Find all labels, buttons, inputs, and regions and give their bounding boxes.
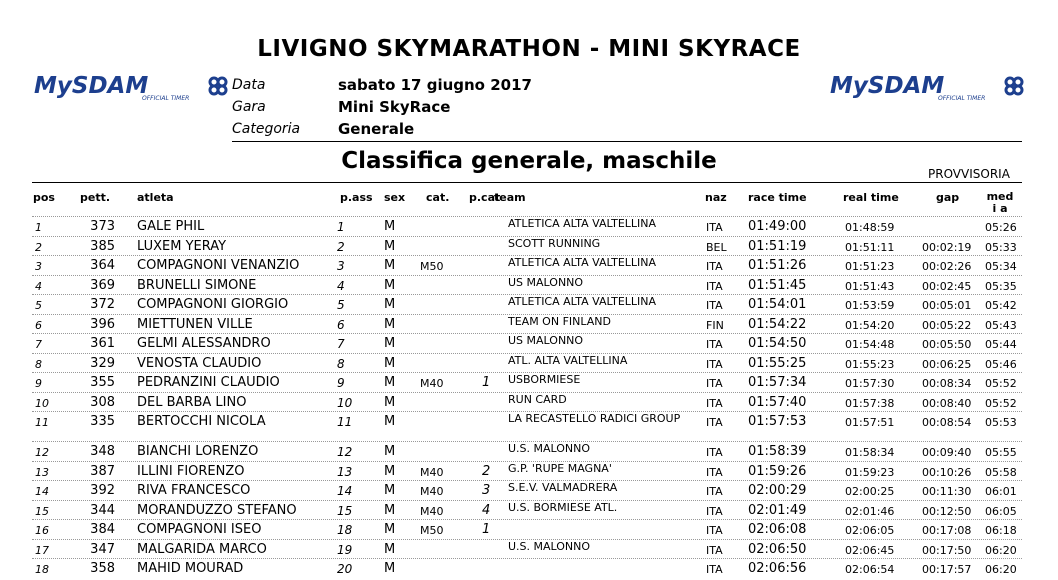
row-real-time: 01:57:30	[845, 377, 895, 390]
row-gap: 00:06:25	[922, 358, 972, 371]
row-pace: 05:34	[985, 260, 1017, 273]
row-athlete: BERTOCCHI NICOLA	[137, 414, 266, 429]
row-bib: 355	[90, 375, 115, 390]
row-athlete: MIETTUNEN VILLE	[137, 317, 253, 332]
row-pace: 05:52	[985, 397, 1017, 410]
row-overall-position: 3	[337, 259, 345, 273]
row-pace: 05:43	[985, 319, 1017, 332]
meta-label: Data	[232, 77, 266, 93]
row-real-time: 01:48:59	[845, 221, 895, 234]
row-pace: 05:58	[985, 466, 1017, 479]
row-team: U.S. BORMIESE ATL.	[508, 501, 618, 514]
row-bib: 308	[90, 395, 115, 410]
row-sex: M	[384, 278, 396, 293]
row-athlete: COMPAGNONI GIORGIO	[137, 297, 289, 312]
race-meta	[232, 74, 532, 140]
row-category-position: 4	[482, 503, 491, 518]
row-overall-position: 7	[337, 337, 345, 351]
row-position: 10	[35, 397, 49, 410]
row-sex: M	[384, 483, 396, 498]
row-athlete: VENOSTA CLAUDIO	[137, 356, 262, 371]
row-gap: 00:17:08	[922, 524, 972, 537]
row-race-time: 02:01:49	[748, 503, 807, 518]
row-pace: 05:44	[985, 338, 1017, 351]
row-race-time: 01:49:00	[748, 219, 807, 234]
logo-subtext: OFFICIAL TIMER	[142, 95, 190, 102]
meta-row-race	[232, 96, 532, 118]
col-pos: pos	[33, 191, 55, 204]
mysdam-logo-right	[828, 72, 1028, 102]
row-nation: ITA	[706, 524, 723, 537]
row-nation: ITA	[706, 397, 723, 410]
row-position: 9	[35, 377, 42, 390]
row-pace: 05:35	[985, 280, 1017, 293]
row-real-time: 01:53:59	[845, 299, 895, 312]
row-athlete: MALGARIDA MARCO	[137, 542, 267, 557]
row-nation: ITA	[706, 544, 723, 557]
row-real-time: 01:54:48	[845, 338, 895, 351]
row-real-time: 01:59:23	[845, 466, 895, 479]
row-category-position: 2	[482, 464, 491, 479]
row-gap: 00:05:22	[922, 319, 972, 332]
row-team: LA RECASTELLO RADICI GROUP	[508, 412, 681, 425]
row-overall-position: 10	[337, 396, 353, 410]
row-real-time: 01:55:23	[845, 358, 895, 371]
row-sex: M	[384, 464, 396, 479]
row-position: 15	[35, 505, 49, 518]
row-athlete: RIVA FRANCESCO	[137, 483, 251, 498]
page-title: LIVIGNO SKYMARATHON - MINI SKYRACE	[257, 36, 801, 62]
row-bib: 369	[90, 278, 115, 293]
meta-row-date	[232, 74, 532, 96]
row-race-time: 02:06:56	[748, 561, 807, 576]
row-race-time: 01:54:50	[748, 336, 807, 351]
row-pace: 05:52	[985, 377, 1017, 390]
row-bib: 387	[90, 464, 115, 479]
logo-subtext: OFFICIAL TIMER	[938, 95, 986, 102]
row-overall-position: 13	[337, 465, 353, 479]
row-position: 7	[35, 338, 42, 351]
row-pace: 05:53	[985, 416, 1017, 429]
row-race-time: 01:57:53	[748, 414, 807, 429]
row-real-time: 01:57:38	[845, 397, 895, 410]
row-team: RUN CARD	[508, 393, 567, 406]
row-overall-position: 11	[337, 415, 353, 429]
row-sex: M	[384, 522, 396, 537]
row-position: 13	[35, 466, 49, 479]
row-gap: 00:08:40	[922, 397, 972, 410]
row-sex: M	[384, 297, 396, 312]
row-real-time: 02:00:25	[845, 485, 895, 498]
row-real-time: 01:51:11	[845, 241, 895, 254]
meta-value: sabato 17 giugno 2017	[338, 76, 532, 94]
col-media: medi a	[986, 190, 1014, 215]
row-pace: 05:55	[985, 446, 1017, 459]
row-gap: 00:05:01	[922, 299, 972, 312]
row-position: 8	[35, 358, 42, 371]
row-real-time: 01:57:51	[845, 416, 895, 429]
row-athlete: COMPAGNONI VENANZIO	[137, 258, 300, 273]
row-athlete: BRUNELLI SIMONE	[137, 278, 257, 293]
col-pcat: p.cat	[469, 191, 501, 204]
row-sex: M	[384, 239, 396, 254]
row-category: M40	[420, 485, 444, 498]
row-pace: 05:46	[985, 358, 1017, 371]
row-gap: 00:10:26	[922, 466, 972, 479]
row-real-time: 01:54:20	[845, 319, 895, 332]
row-category-position: 1	[482, 375, 491, 390]
row-nation: ITA	[706, 377, 723, 390]
divider	[232, 141, 1022, 142]
row-category-position: 1	[482, 522, 491, 537]
row-gap: 00:02:26	[922, 260, 972, 273]
row-category: M40	[420, 505, 444, 518]
row-real-time: 02:01:46	[845, 505, 895, 518]
row-sex: M	[384, 258, 396, 273]
row-position: 1	[35, 221, 42, 234]
row-real-time: 01:58:34	[845, 446, 895, 459]
row-athlete: LUXEM YERAY	[137, 239, 227, 254]
row-bib: 335	[90, 414, 115, 429]
row-team: ATLETICA ALTA VALTELLINA	[508, 217, 657, 230]
col-pass: p.ass	[340, 191, 373, 204]
row-gap: 00:05:50	[922, 338, 972, 351]
row-bib: 396	[90, 317, 115, 332]
row-overall-position: 4	[337, 279, 345, 293]
col-atleta: atleta	[137, 191, 174, 204]
col-team: team	[494, 191, 526, 204]
col-real-time: real time	[843, 191, 899, 204]
row-nation: ITA	[706, 338, 723, 351]
row-athlete: GELMI ALESSANDRO	[137, 336, 271, 351]
row-nation: ITA	[706, 466, 723, 479]
row-overall-position: 19	[337, 543, 353, 557]
row-overall-position: 6	[337, 318, 345, 332]
row-race-time: 01:51:19	[748, 239, 807, 254]
row-position: 6	[35, 319, 42, 332]
mysdam-logo-left	[32, 72, 232, 102]
row-bib: 385	[90, 239, 115, 254]
row-overall-position: 1	[337, 220, 345, 234]
row-gap: 00:17:57	[922, 563, 972, 576]
row-race-time: 01:51:26	[748, 258, 807, 273]
row-nation: BEL	[706, 241, 727, 254]
row-team: S.E.V. VALMADRERA	[508, 481, 618, 494]
row-nation: FIN	[706, 319, 724, 332]
row-category: M40	[420, 466, 444, 479]
row-position: 14	[35, 485, 49, 498]
row-gap: 00:08:54	[922, 416, 972, 429]
row-position: 12	[35, 446, 49, 459]
row-race-time: 01:58:39	[748, 444, 807, 459]
row-gap: 00:11:30	[922, 485, 972, 498]
row-position: 2	[35, 241, 42, 254]
row-position: 5	[35, 299, 42, 312]
row-athlete: MAHID MOURAD	[137, 561, 244, 576]
row-sex: M	[384, 414, 396, 429]
meta-label: Categoria	[232, 121, 301, 137]
row-race-time: 02:06:08	[748, 522, 807, 537]
row-race-time: 02:00:29	[748, 483, 807, 498]
row-real-time: 02:06:45	[845, 544, 895, 557]
row-gap: 00:02:19	[922, 241, 972, 254]
col-race-time: race time	[748, 191, 807, 204]
col-cat: cat.	[426, 191, 450, 204]
row-real-time: 01:51:23	[845, 260, 895, 273]
row-sex: M	[384, 503, 396, 518]
row-bib: 358	[90, 561, 115, 576]
row-separator	[32, 519, 1022, 520]
row-bib: 373	[90, 219, 115, 234]
row-race-time: 01:51:45	[748, 278, 807, 293]
row-pace: 06:05	[985, 505, 1017, 518]
row-overall-position: 15	[337, 504, 353, 518]
row-athlete: ILLINI FIORENZO	[137, 464, 245, 479]
row-nation: ITA	[706, 416, 723, 429]
row-sex: M	[384, 444, 396, 459]
row-nation: ITA	[706, 260, 723, 273]
row-athlete: BIANCHI LORENZO	[137, 444, 259, 459]
row-team: TEAM ON FINLAND	[508, 315, 611, 328]
row-team: U.S. MALONNO	[508, 442, 591, 455]
row-overall-position: 14	[337, 484, 353, 498]
row-pace: 05:33	[985, 241, 1017, 254]
row-pace: 06:20	[985, 544, 1017, 557]
meta-value: Generale	[338, 120, 415, 138]
row-sex: M	[384, 356, 396, 371]
row-pace: 06:18	[985, 524, 1017, 537]
row-bib: 347	[90, 542, 115, 557]
row-bib: 384	[90, 522, 115, 537]
row-sex: M	[384, 336, 396, 351]
row-nation: ITA	[706, 446, 723, 459]
row-gap: 00:02:45	[922, 280, 972, 293]
row-overall-position: 5	[337, 298, 345, 312]
row-race-time: 01:54:01	[748, 297, 807, 312]
row-team: SCOTT RUNNING	[508, 237, 601, 250]
row-team: U.S. MALONNO	[508, 540, 591, 553]
row-category: M40	[420, 377, 444, 390]
meta-value: Mini SkyRace	[338, 98, 451, 116]
row-athlete: PEDRANZINI CLAUDIO	[137, 375, 280, 390]
row-bib: 392	[90, 483, 115, 498]
row-race-time: 01:57:34	[748, 375, 807, 390]
row-separator	[32, 558, 1022, 559]
row-team: US MALONNO	[508, 334, 584, 347]
row-nation: ITA	[706, 221, 723, 234]
row-nation: ITA	[706, 505, 723, 518]
ranking-title: Classifica generale, maschile	[341, 148, 717, 174]
row-overall-position: 20	[337, 562, 353, 576]
row-position: 18	[35, 563, 49, 576]
row-team: ATLETICA ALTA VALTELLINA	[508, 256, 657, 269]
row-athlete: DEL BARBA LINO	[137, 395, 247, 410]
row-nation: ITA	[706, 299, 723, 312]
col-sex: sex	[384, 191, 406, 204]
row-sex: M	[384, 395, 396, 410]
row-nation: ITA	[706, 485, 723, 498]
row-nation: ITA	[706, 563, 723, 576]
row-position: 16	[35, 524, 49, 537]
row-category-position: 3	[482, 483, 491, 498]
row-race-time: 01:54:22	[748, 317, 807, 332]
meta-label: Gara	[232, 99, 266, 115]
row-sex: M	[384, 317, 396, 332]
row-bib: 361	[90, 336, 115, 351]
row-bib: 344	[90, 503, 115, 518]
row-sex: M	[384, 219, 396, 234]
row-sex: M	[384, 542, 396, 557]
row-real-time: 01:51:43	[845, 280, 895, 293]
row-bib: 348	[90, 444, 115, 459]
row-pace: 05:26	[985, 221, 1017, 234]
row-nation: ITA	[706, 358, 723, 371]
row-overall-position: 18	[337, 523, 353, 537]
row-athlete: MORANDUZZO STEFANO	[137, 503, 297, 518]
logo-text: MySDAM	[34, 73, 149, 99]
row-gap: 00:17:50	[922, 544, 972, 557]
meta-row-category	[232, 118, 532, 140]
row-race-time: 01:57:40	[748, 395, 807, 410]
row-category: M50	[420, 260, 444, 273]
col-gap: gap	[936, 191, 960, 204]
col-pett: pett.	[80, 191, 111, 204]
row-position: 11	[35, 416, 49, 429]
row-position: 4	[35, 280, 42, 293]
row-race-time: 01:59:26	[748, 464, 807, 479]
row-overall-position: 12	[337, 445, 353, 459]
row-gap: 00:12:50	[922, 505, 972, 518]
logo-text: MySDAM	[830, 73, 945, 99]
row-nation: ITA	[706, 280, 723, 293]
row-sex: M	[384, 375, 396, 390]
row-team: US MALONNO	[508, 276, 584, 289]
row-real-time: 02:06:05	[845, 524, 895, 537]
row-team: ATL. ALTA VALTELLINA	[508, 354, 628, 367]
row-pace: 05:42	[985, 299, 1017, 312]
col-naz: naz	[705, 191, 727, 204]
row-bib: 364	[90, 258, 115, 273]
status-label: PROVVISORIA	[928, 167, 1010, 181]
row-team: USBORMIESE	[508, 373, 581, 386]
row-pace: 06:01	[985, 485, 1017, 498]
row-position: 3	[35, 260, 42, 273]
row-athlete: COMPAGNONI ISEO	[137, 522, 262, 537]
row-position: 17	[35, 544, 49, 557]
row-real-time: 02:06:54	[845, 563, 895, 576]
row-overall-position: 8	[337, 357, 345, 371]
row-pace: 06:20	[985, 563, 1017, 576]
row-bib: 372	[90, 297, 115, 312]
row-overall-position: 9	[337, 376, 345, 390]
row-team: G.P. 'RUPE MAGNA'	[508, 462, 612, 475]
row-bib: 329	[90, 356, 115, 371]
row-sex: M	[384, 561, 396, 576]
row-gap: 00:09:40	[922, 446, 972, 459]
row-overall-position: 2	[337, 240, 345, 254]
row-gap: 00:08:34	[922, 377, 972, 390]
row-team: ATLETICA ALTA VALTELLINA	[508, 295, 657, 308]
row-athlete: GALE PHIL	[137, 219, 205, 234]
row-race-time: 01:55:25	[748, 356, 807, 371]
row-race-time: 02:06:50	[748, 542, 807, 557]
divider	[32, 182, 1022, 183]
row-category: M50	[420, 524, 444, 537]
